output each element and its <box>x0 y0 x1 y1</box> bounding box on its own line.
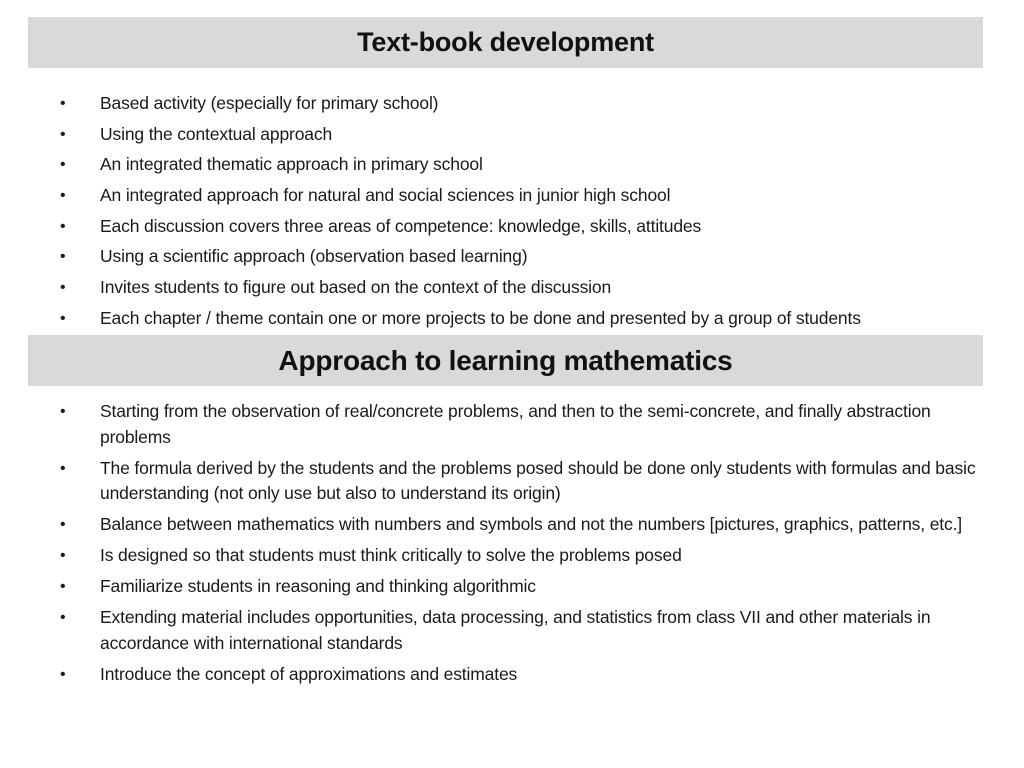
list-item-text: Balance between mathematics with numbers and symbols and not the numbers [pictures, graphics, patterns, etc.] <box>100 514 963 535</box>
bullet-icon: • <box>60 609 66 627</box>
list-item <box>0 662 1024 688</box>
section-title-bar-math <box>28 335 983 386</box>
list-item-text: An integrated thematic approach in primary school <box>100 154 483 175</box>
bullet-icon: • <box>60 666 66 684</box>
list-item-text: Is designed so that students must think critically to solve the problems posed <box>100 545 682 566</box>
bullet-icon: • <box>60 95 66 112</box>
bullet-icon: • <box>60 516 66 534</box>
section-title-bar-textbook <box>28 17 983 68</box>
bullet-icon: • <box>60 403 66 420</box>
bullet-icon: • <box>60 217 66 235</box>
bullet-icon: • <box>60 279 66 297</box>
math-bullet-list <box>0 399 1024 693</box>
bullet-icon: • <box>60 248 66 266</box>
section-title-math: Approach to learning mathematics <box>278 344 733 376</box>
list-item-text: Extending material includes opportunities, data processing, and statistics from class VII and other materials in accordance with international standards <box>100 607 931 653</box>
list-item-text: Using the contextual approach <box>100 123 333 144</box>
list-item-text: Each chapter / theme contain one or more projects to be done and presented by a group of students <box>100 307 861 328</box>
list-item <box>0 543 1024 569</box>
list-item <box>0 91 1024 117</box>
list-item-text: Based activity (especially for primary school) <box>100 93 439 113</box>
list-item <box>0 399 1024 450</box>
list-item-text: Introduce the concept of approximations and estimates <box>100 664 518 685</box>
list-item <box>0 183 1024 209</box>
bullet-icon: • <box>60 547 66 565</box>
list-item-text: Using a scientific approach (observation based learning) <box>100 246 528 267</box>
list-item-text: Starting from the observation of real/concrete problems, and then to the semi-concrete, and finally abstraction problems <box>100 401 931 447</box>
section-title-textbook: Text-book development <box>357 27 654 57</box>
list-item <box>0 244 1024 270</box>
bullet-icon: • <box>60 309 66 327</box>
list-item <box>0 456 1024 507</box>
bullet-icon: • <box>60 156 66 174</box>
list-item-text: An integrated approach for natural and social sciences in junior high school <box>100 185 671 206</box>
list-item <box>0 152 1024 178</box>
bullet-icon: • <box>60 187 66 205</box>
list-item-text: Familiarize students in reasoning and thinking algorithmic <box>100 576 536 597</box>
textbook-bullet-list <box>0 91 1024 337</box>
bullet-icon: • <box>60 578 66 596</box>
list-item-text: Each discussion covers three areas of competence: knowledge, skills, attitudes <box>100 215 702 236</box>
list-item <box>0 512 1024 538</box>
list-item <box>0 122 1024 148</box>
list-item <box>0 605 1024 656</box>
list-item-text: The formula derived by the students and the problems posed should be done only students with formulas and basic understanding (not only use but also to understand its origin) <box>100 457 976 504</box>
list-item-text: Invites students to figure out based on the context of the discussion <box>100 277 612 298</box>
list-item <box>0 275 1024 301</box>
list-item <box>0 574 1024 600</box>
bullet-icon: • <box>60 459 66 477</box>
bullet-icon: • <box>60 125 66 143</box>
list-item <box>0 306 1024 332</box>
list-item <box>0 214 1024 240</box>
